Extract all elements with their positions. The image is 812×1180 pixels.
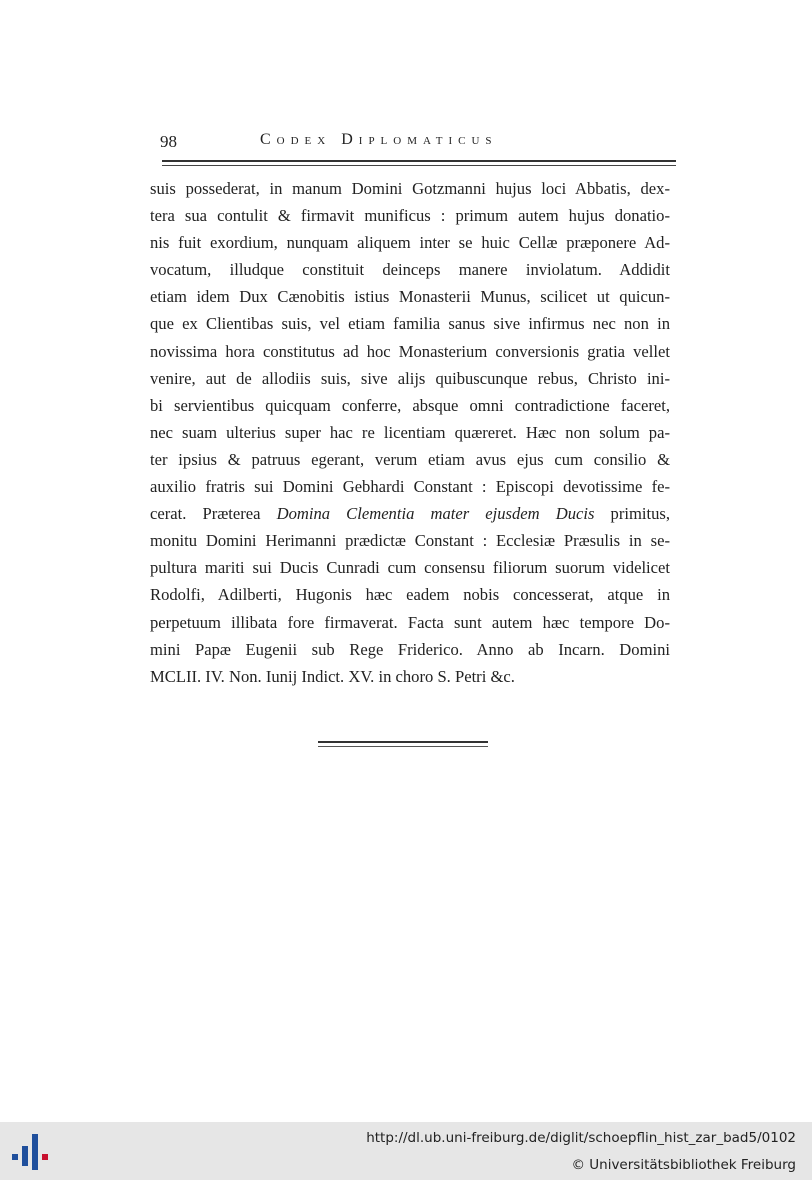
text-segment: primitus, bbox=[594, 504, 670, 524]
text-line: tera sua contulit & firmavit munificus : primum autem hujus donatio- bbox=[150, 206, 670, 226]
text-line: mini Papæ Eugenii sub Rege Friderico. Anno ab Incarn. Domini bbox=[150, 639, 670, 659]
text-line: nis fuit exordium, nunquam aliquem inter se huic Cellæ præponere Ad- bbox=[150, 233, 670, 253]
text-line: suis possederat, in manum Domini Gotzmanni hujus loci Abbatis, dex- bbox=[150, 179, 670, 198]
page-number: 98 bbox=[160, 132, 177, 151]
text-line: etiam idem Dux Cænobitis istius Monasterii Munus, scilicet ut quicun- bbox=[150, 287, 670, 307]
running-head bbox=[160, 128, 672, 156]
text-line: vocatum, illudque constituit deinceps manere inviolatum. Addidit bbox=[150, 260, 670, 280]
text-line: venire, aut de allodiis suis, sive alijs quibuscunque rebus, Christo ini- bbox=[150, 368, 670, 388]
text-line: que ex Clientibas suis, vel etiam familia sanus sive infirmus nec non in bbox=[150, 314, 670, 334]
end-ornament-rule bbox=[318, 741, 488, 747]
text-line: auxilio fratris sui Domini Gebhardi Constant : Episcopi devotissime fe- bbox=[150, 477, 670, 497]
text-line: MCLII. IV. Non. Iunij Indict. XV. in choro S. Petri &c. bbox=[150, 666, 515, 686]
text-line-mixed bbox=[150, 500, 670, 527]
text-line: nec suam ulterius super hac re licentiam quæreret. Hæc non solum pa- bbox=[150, 422, 670, 442]
text-line: Rodolfi, Adilberti, Hugonis hæc eadem nobis concesserat, atque in bbox=[150, 585, 670, 605]
text-line: bi servientibus quicquam conferre, absque omni contradictione faceret, bbox=[150, 395, 670, 415]
text-line: pultura mariti sui Ducis Cunradi cum consensu filiorum suorum videlicet bbox=[150, 558, 670, 578]
text-line: ter ipsius & patruus egerant, verum etiam avus ejus cum consilio & bbox=[150, 449, 670, 469]
viewer-footer bbox=[0, 1122, 812, 1180]
ub-freiburg-logo-icon[interactable] bbox=[12, 1132, 52, 1172]
body-text bbox=[150, 175, 670, 690]
running-title: Codex Diplomaticus bbox=[260, 131, 498, 148]
text-line: novissima hora constitutus ad hoc Monasterium conversionis gratia vellet bbox=[150, 341, 670, 361]
copyright-notice: © Universitätsbibliothek Freiburg bbox=[571, 1157, 796, 1173]
text-segment: cerat. Præterea bbox=[150, 504, 277, 524]
permalink-url[interactable]: http://dl.ub.uni-freiburg.de/diglit/schoepflin_hist_zar_bad5/0102 bbox=[366, 1130, 796, 1146]
text-line: perpetuum illibata fore firmaverat. Facta sunt autem hæc tempore Do- bbox=[150, 612, 670, 632]
text-line: monitu Domini Herimanni prædictæ Constant : Ecclesiæ Præsulis in se- bbox=[150, 531, 670, 551]
header-rule bbox=[162, 160, 676, 166]
italic-phrase: Domina Clementia mater ejusdem Ducis bbox=[276, 504, 595, 524]
